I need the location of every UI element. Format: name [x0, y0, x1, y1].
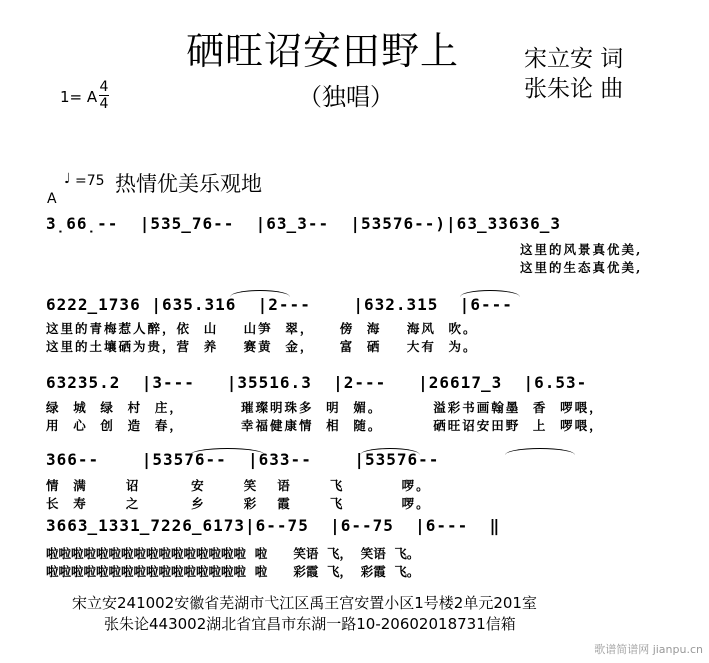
lyrics-row-5a: 啦啦啦啦啦啦啦啦啦啦啦啦啦啦啦啦 啦 笑语 飞， 笑语 飞。 [46, 546, 420, 561]
slur-mark [190, 448, 265, 455]
score-row-1: 3̣66̣-- |535̲76-- |63̲3-- |53576--)|63̲33636̲3 [46, 214, 562, 233]
tempo-text: 热情优美乐观地 [115, 172, 262, 196]
composer: 张朱论 曲 [524, 76, 624, 102]
page-title: 硒旺诏安田野上 [186, 29, 460, 73]
lyrics-row-2a: 这里的青梅惹人醉，依 山 山笋 翠， 傍 海 海风 吹。 [46, 321, 478, 336]
slur-mark [460, 290, 520, 297]
lyrics-row-4b: 长 寿 之 乡 彩 霞 飞 啰。 [46, 496, 431, 511]
lyrics-row-1a: 这里的风景真优美, [520, 242, 643, 257]
subtitle: （独唱） [298, 83, 394, 111]
score-row-3: 63235.2 |3--- |35516.3 |2--- |26617̲3 |6.53- [46, 373, 588, 392]
key-signature: 1= A [60, 88, 98, 106]
quarter-note-icon: ♩ [64, 171, 71, 187]
score-row-2: 6222̲1736 |635.316 |2--- |632.315 |6--- [46, 295, 513, 314]
section-mark: A [47, 191, 57, 207]
lyrics-row-1b: 这里的生态真优美, [520, 260, 643, 275]
score-row-4: 366-- |53576-- |633-- |53576-- [46, 450, 440, 469]
time-signature-bottom: 4 [99, 96, 109, 112]
footer-address-2: 张朱论443002湖北省宜昌市东湖一路10-20602018731信箱 [104, 615, 516, 633]
lyrics-row-4a: 情 满 诏 安 笑 语 飞 啰。 [46, 478, 431, 493]
slur-mark [230, 290, 290, 297]
slur-mark [360, 448, 420, 455]
lyrics-row-2b: 这里的土壤硒为贵，营 养 赛黄 金， 富 硒 大有 为。 [46, 339, 478, 354]
tempo-value: =75 [75, 173, 105, 189]
slur-mark [505, 448, 575, 455]
lyrics-row-3a: 绿 城 绿 村 庄， 璀璨明珠多 明 媚。 溢彩书画翰墨 香 啰喂， [46, 400, 604, 415]
time-signature-top: 4 [99, 79, 109, 95]
lyricist: 宋立安 词 [524, 46, 624, 72]
watermark: 歌谱简谱网 jianpu.cn [594, 643, 703, 656]
lyrics-row-3b: 用 心 创 造 春， 幸福健康情 相 随。 硒旺诏安田野 上 啰喂， [46, 418, 604, 433]
score-row-5: 3663̲1331̲7226̲6173|6--75 |6--75 |6--- ‖ [46, 516, 501, 535]
footer-address-1: 宋立安241002安徽省芜湖市弋江区禹王宫安置小区1号楼2单元201室 [72, 594, 537, 612]
lyrics-row-5b: 啦啦啦啦啦啦啦啦啦啦啦啦啦啦啦啦 啦 彩霞 飞， 彩霞 飞。 [46, 564, 420, 579]
